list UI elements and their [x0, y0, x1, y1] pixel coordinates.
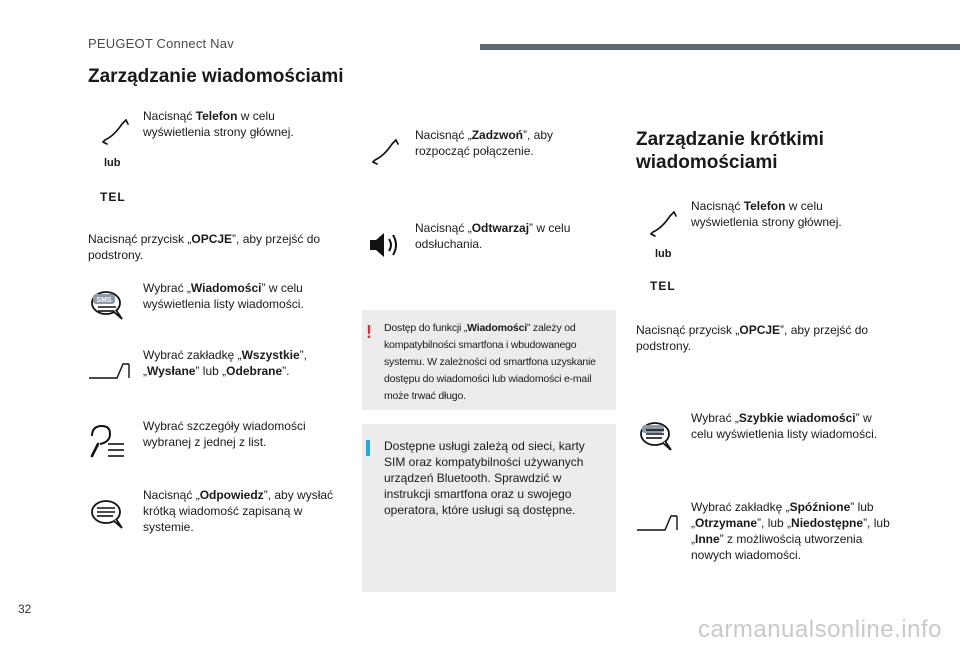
options-text: Nacisnąć przycisk „OPCJE”, aby przejść do podstrony.	[88, 232, 321, 262]
phone-handset-icon	[100, 116, 130, 146]
reply-text: Nacisnąć „Odpowiedz”, aby wysłać krótką wiadomość zapisaną w systemie.	[143, 488, 334, 534]
tab-folder-icon	[636, 514, 678, 532]
speaker-icon	[368, 230, 402, 260]
tabs-text-2: Wybrać zakładkę „Spóźnione” lub „Otrzymane”, lub „Niedostępne”, lub „Inne” z możliwością utworzenia nowych wiadomości.	[691, 500, 890, 562]
info-icon	[366, 440, 370, 456]
warning-text: Dostęp do funkcji „Wiadomości” zależy od kompatybilności smartfona i wbudowanego systemu. W zależności od smartfona uzyskanie dostępu do wiadomości lub wiadomości e-mail może trwać długo.	[384, 322, 596, 402]
section-title-messages: Zarządzanie wiadomościami	[88, 66, 344, 87]
info-text: Dostępne usługi zależą od sieci, karty SIM oraz kompatybilności używanych urządzeń Bluetooth. Sprawdzić w instrukcji smartfona oraz u swojego operatora, które usługi są dostępne.	[384, 439, 585, 517]
detail-search-icon	[88, 422, 128, 462]
step-phone-text-2: Nacisnąć Telefon w celu wyświetlenia strony głównej.	[691, 199, 842, 229]
phone-handset-icon	[648, 208, 678, 238]
tel-label: TEL	[100, 190, 126, 204]
or-label-2: lub	[655, 248, 672, 260]
options-text-2: Nacisnąć przycisk „OPCJE”, aby przejść do podstrony.	[636, 323, 869, 353]
play-text: Nacisnąć „Odtwarzaj” w celu odsłuchania.	[415, 221, 571, 251]
section-title-short-messages: Zarządzanie krótkimi wiadomościami	[636, 129, 824, 173]
reply-bubble-icon	[88, 497, 128, 531]
tel-label-2: TEL	[650, 279, 676, 293]
sms-bubble-icon	[637, 419, 677, 453]
tabs-text: Wybrać zakładkę „Wszystkie”, „Wysłane” lub „Odebrane”.	[143, 348, 307, 378]
phone-handset-icon	[370, 136, 400, 166]
brand-header: PEUGEOT Connect Nav	[88, 36, 234, 51]
warning-exclamation-icon: !	[366, 322, 372, 342]
page-number: 32	[18, 602, 32, 616]
watermark: carmanualsonline.info	[698, 616, 942, 643]
header-bar	[480, 44, 960, 50]
call-text: Nacisnąć „Zadzwoń”, aby rozpocząć połączenie.	[415, 128, 554, 158]
or-label: lub	[104, 157, 121, 169]
step-phone-text: Nacisnąć Telefon w celu wyświetlenia strony głównej.	[143, 109, 294, 139]
tab-folder-icon	[88, 362, 130, 380]
quick-messages-text: Wybrać „Szybkie wiadomości” w celu wyświetlenia listy wiadomości.	[691, 411, 878, 441]
sms-bubble-icon	[88, 288, 128, 322]
details-text: Wybrać szczegóły wiadomości wybranej z jednej z list.	[143, 419, 306, 449]
svg-text:SMS: SMS	[96, 297, 112, 304]
messages-text: Wybrać „Wiadomości” w celu wyświetlenia listy wiadomości.	[143, 281, 304, 311]
